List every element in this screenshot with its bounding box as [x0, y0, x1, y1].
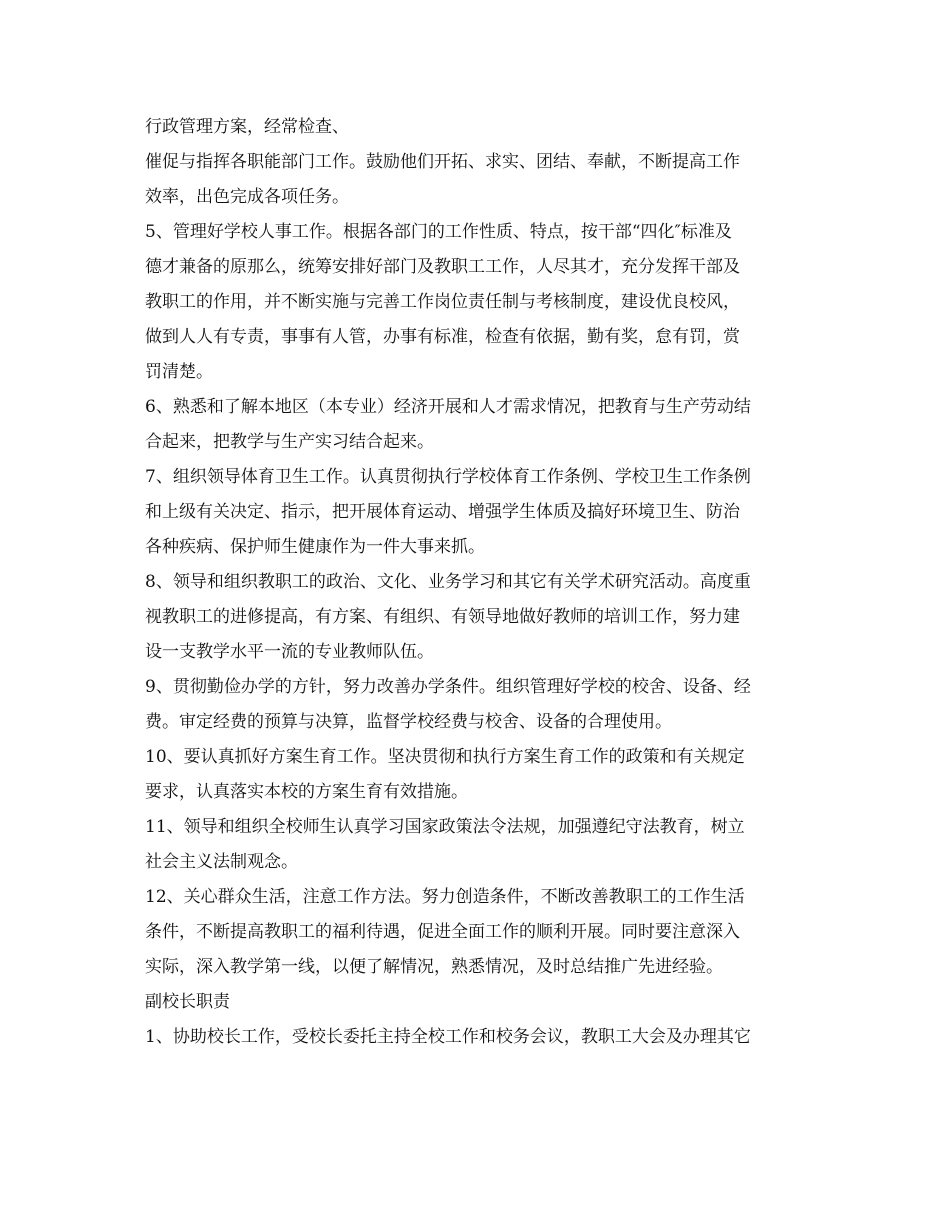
- text-line: 副校长职责: [145, 992, 230, 1012]
- text-line: 催促与指挥各职能部门工作。鼓励他们开拓、求实、团结、奉献，不断提高工作: [145, 152, 740, 172]
- text-line: 行政管理方案，经常检查、: [145, 117, 349, 137]
- text-line: 各种疾病、保护师生健康作为一件大事来抓。: [145, 537, 485, 557]
- text-line: 10、要认真抓好方案生育工作。坚决贯彻和执行方案生育工作的政策和有关规定: [145, 747, 745, 767]
- text-line: 9、贯彻勤俭办学的方针，努力改善办学条件。组织管理好学校的校舍、设备、经: [145, 677, 751, 697]
- text-line: 费。审定经费的预算与决算，监督学校经费与校舍、设备的合理使用。: [145, 712, 672, 732]
- text-line: 设一支教学水平一流的专业教师队伍。: [145, 642, 434, 662]
- paragraph-item-7: [145, 460, 810, 565]
- text-line: 要求，认真落实本校的方案生育有效措施。: [145, 782, 468, 802]
- paragraph-urge-departments: [145, 145, 810, 215]
- text-line: 视教职工的进修提高，有方案、有组织、有领导地做好教师的培训工作，努力建: [145, 607, 740, 627]
- text-line: 效率，出色完成各项任务。: [145, 187, 349, 207]
- text-line: 合起来，把教学与生产实习结合起来。: [145, 432, 434, 452]
- text-line: 5、管理好学校人事工作。根据各部门的工作性质、特点，按干部“四化″标准及: [145, 222, 732, 242]
- paragraph-admin-plan: [145, 110, 810, 145]
- text-line: 条件，不断提高教职工的福利待遇，促进全面工作的顺利开展。同时要注意深入: [145, 922, 740, 942]
- text-line: 社会主义法制观念。: [145, 852, 298, 872]
- section-heading-vice-principal: [145, 985, 810, 1020]
- document-body: [145, 110, 810, 1055]
- paragraph-item-10: [145, 740, 810, 810]
- text-line: 6、熟悉和了解本地区（本专业）经济开展和人才需求情况，把教育与生产劳动结: [145, 397, 751, 417]
- paragraph-item-6: [145, 390, 810, 460]
- text-line: 7、组织领导体育卫生工作。认真贯彻执行学校体育工作条例、学校卫生工作条例: [145, 467, 751, 487]
- paragraph-item-11: [145, 810, 810, 880]
- text-line: 12、关心群众生活，注意工作方法。努力创造条件，不断改善教职工的工作生活: [145, 887, 745, 907]
- text-line: 1、协助校长工作，受校长委托主持全校工作和校务会议，教职工大会及办理其它: [145, 1027, 751, 1047]
- paragraph-item-8: [145, 565, 810, 670]
- text-line: 教职工的作用，并不断实施与完善工作岗位责任制与考核制度，建设优良校风，: [145, 292, 740, 312]
- text-line: 罚清楚。: [145, 362, 213, 382]
- text-line: 11、领导和组织全校师生认真学习国家政策法令法规，加强遵纪守法教育，树立: [145, 817, 745, 837]
- paragraph-item-9: [145, 670, 810, 740]
- text-line: 和上级有关决定、指示，把开展体育运动、增强学生体质及搞好环境卫生、防治: [145, 502, 740, 522]
- text-line: 实际，深入教学第一线，以便了解情况，熟悉情况，及时总结推广先进经验。: [145, 957, 723, 977]
- paragraph-item-12: [145, 880, 810, 985]
- text-line: 做到人人有专责，事事有人管，办事有标准，检查有依据，勤有奖，怠有罚，赏: [145, 327, 740, 347]
- text-line: 德才兼备的原那么，统筹安排好部门及教职工工作，人尽其才，充分发挥干部及: [145, 257, 740, 277]
- paragraph-item-5: [145, 215, 810, 390]
- text-line: 8、领导和组织教职工的政治、文化、业务学习和其它有关学术研究活动。高度重: [145, 572, 751, 592]
- paragraph-vice-item-1: [145, 1020, 810, 1055]
